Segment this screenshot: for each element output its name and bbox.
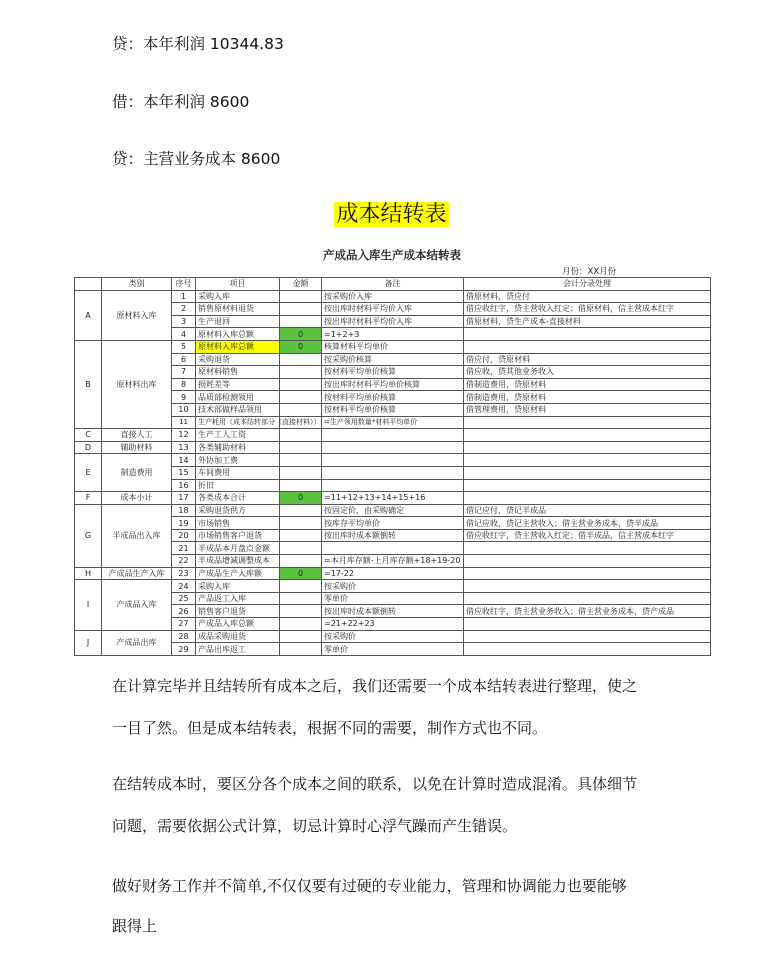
row-note: 核算材料平均单价 — [322, 340, 464, 353]
row-note: 按库存平均单价 — [322, 517, 464, 530]
row-item: 各类成本合计 — [196, 492, 280, 505]
row-amount — [280, 592, 322, 605]
row-seq: 25 — [172, 592, 196, 605]
row-amount — [280, 441, 322, 454]
row-amount — [280, 391, 322, 404]
row-item: 销售客户退货 — [196, 605, 280, 618]
row-note — [322, 542, 464, 555]
table-row — [75, 290, 711, 303]
paragraph-line-4: 问题，需要依据公式计算，切忌计算时心浮气躁而产生错误。 — [112, 817, 518, 835]
row-category: 成本小计 — [102, 492, 172, 505]
entry-line-1: 贷：本年利润 10344.83 — [112, 35, 284, 53]
row-note — [322, 429, 464, 442]
row-note: 按采购价 — [322, 580, 464, 593]
row-amount: 0 — [280, 567, 322, 580]
row-item: 品质部检测领用 — [196, 391, 280, 404]
row-seq: 1 — [172, 290, 196, 303]
row-entry: 借应付，贷原材料 — [464, 353, 711, 366]
row-entry — [464, 630, 711, 643]
row-note: 按出库时成本额倒转 — [322, 605, 464, 618]
row-item: 采购退货供方 — [196, 504, 280, 517]
row-amount — [280, 529, 322, 542]
row-amount — [280, 378, 322, 391]
header-code — [75, 278, 102, 291]
row-entry: 借记应付，贷记半成品 — [464, 504, 711, 517]
row-entry — [464, 454, 711, 467]
row-note: =1+2+3 — [322, 328, 464, 341]
row-item: 采购入库 — [196, 290, 280, 303]
row-amount — [280, 542, 322, 555]
row-entry: 借原材料，贷应付 — [464, 290, 711, 303]
row-item: 半成品增减调整成本 — [196, 555, 280, 568]
row-entry: 借记应收，贷记主营收入；借主营业务成本，贷半成品 — [464, 517, 711, 530]
row-entry — [464, 340, 711, 353]
row-item: 原材料销售 — [196, 366, 280, 379]
section-heading-text: 成本结转表 — [336, 202, 447, 227]
row-note: 按采购价核算 — [322, 353, 464, 366]
row-entry — [464, 555, 711, 568]
row-amount — [280, 454, 322, 467]
row-seq: 19 — [172, 517, 196, 530]
row-note: 按材料平均单价核算 — [322, 391, 464, 404]
row-seq: 10 — [172, 403, 196, 416]
row-item: 产品返工入库 — [196, 592, 280, 605]
row-seq: 15 — [172, 466, 196, 479]
table-row — [75, 492, 711, 505]
row-item: 市场销售客户退货 — [196, 529, 280, 542]
row-amount — [280, 555, 322, 568]
row-seq: 22 — [172, 555, 196, 568]
row-seq: 7 — [172, 366, 196, 379]
row-note — [322, 441, 464, 454]
paragraph-line-5: 做好财务工作并不简单,不仅仅要有过硬的专业能力，管理和协调能力也要能够 — [112, 877, 627, 895]
row-entry — [464, 618, 711, 631]
row-entry — [464, 567, 711, 580]
header-item: 项目 — [196, 278, 280, 291]
row-item: 各类辅助材料 — [196, 441, 280, 454]
row-note: 按出库时材料平均价入库 — [322, 303, 464, 316]
header-category: 类别 — [102, 278, 172, 291]
table-row — [75, 429, 711, 442]
row-note — [322, 479, 464, 492]
row-entry: 借原材料，贷生产成本-直接材料 — [464, 315, 711, 328]
row-seq: 17 — [172, 492, 196, 505]
row-amount — [280, 517, 322, 530]
row-note — [322, 466, 464, 479]
row-category: 直接人工 — [102, 429, 172, 442]
row-note: 零单价 — [322, 592, 464, 605]
row-note: 按材料平均单价核算 — [322, 403, 464, 416]
row-note: =17-22 — [322, 567, 464, 580]
row-entry — [464, 466, 711, 479]
row-entry — [464, 429, 711, 442]
row-code: F — [75, 492, 102, 505]
row-note: =11+12+13+14+15+16 — [322, 492, 464, 505]
row-item: 市场销售 — [196, 517, 280, 530]
row-amount — [280, 580, 322, 593]
table-month: 月份：XX月份 — [562, 267, 617, 277]
table-row — [75, 567, 711, 580]
row-amount — [280, 605, 322, 618]
row-code: E — [75, 454, 102, 492]
row-amount — [280, 303, 322, 316]
row-note: =21+22+23 — [322, 618, 464, 631]
row-code: H — [75, 567, 102, 580]
row-amount — [280, 630, 322, 643]
row-seq: 24 — [172, 580, 196, 593]
row-item: 折旧 — [196, 479, 280, 492]
section-heading — [0, 197, 783, 228]
row-seq: 13 — [172, 441, 196, 454]
row-code: A — [75, 290, 102, 340]
row-item: 半成品本月盘点金额 — [196, 542, 280, 555]
entry-line-3: 贷：主营业务成本 8600 — [112, 150, 281, 168]
row-entry: 借应收红字，贷主营收入红定；借半成品，信主营成本红字 — [464, 529, 711, 542]
row-item: 原材料入库总额 — [196, 328, 280, 341]
row-code: D — [75, 441, 102, 454]
row-code: B — [75, 340, 102, 428]
row-note: =生产领用数量*材料平均单价 — [322, 416, 464, 429]
row-item: 生产退回 — [196, 315, 280, 328]
row-amount: 0 — [280, 492, 322, 505]
row-item: 车间费用 — [196, 466, 280, 479]
row-entry — [464, 580, 711, 593]
row-item: 生产工人工资 — [196, 429, 280, 442]
row-seq: 27 — [172, 618, 196, 631]
row-seq: 6 — [172, 353, 196, 366]
row-entry: 借管理费用，贷原材料 — [464, 403, 711, 416]
row-note — [322, 454, 464, 467]
paragraph-line-6: 跟得上 — [112, 917, 158, 935]
row-category: 产成品入库 — [102, 580, 172, 630]
row-seq: 2 — [172, 303, 196, 316]
row-seq: 29 — [172, 643, 196, 656]
row-amount — [280, 315, 322, 328]
cost-transfer-table-image — [74, 242, 710, 662]
row-code: G — [75, 504, 102, 567]
row-seq: 14 — [172, 454, 196, 467]
row-entry: 借应收红字，贷主营收入红定；借原材料，信主营成本红字 — [464, 303, 711, 316]
paragraph-line-2: 一目了然。但是成本结转表，根据不同的需要，制作方式也不同。 — [112, 719, 548, 737]
row-entry — [464, 441, 711, 454]
row-amount: 0 — [280, 340, 322, 353]
row-seq: 5 — [172, 340, 196, 353]
row-item: 原材料入库总额 — [196, 340, 280, 353]
row-note: =本月库存额-上月库存额+18+19-20 — [322, 555, 464, 568]
row-seq: 20 — [172, 529, 196, 542]
row-entry — [464, 592, 711, 605]
row-item: 成品采购退货 — [196, 630, 280, 643]
row-entry — [464, 479, 711, 492]
row-note: 按材料平均单价核算 — [322, 366, 464, 379]
entry-line-2: 借：本年利润 8600 — [112, 93, 250, 111]
row-item: 外协加工费 — [196, 454, 280, 467]
row-entry: 借应收红字，贷主营业务收入；借主营业务成本，贷产成品 — [464, 605, 711, 618]
row-category: 产成品生产入库 — [102, 567, 172, 580]
row-amount — [280, 643, 322, 656]
row-note: 零单价 — [322, 643, 464, 656]
header-seq: 序号 — [172, 278, 196, 291]
row-amount: 0 — [280, 328, 322, 341]
row-note: 按出库时材料平均价入库 — [322, 315, 464, 328]
row-note: 按出库时成本额倒转 — [322, 529, 464, 542]
row-note: 按采购价入库 — [322, 290, 464, 303]
row-amount — [280, 504, 322, 517]
row-amount — [280, 479, 322, 492]
row-item: 采购入库 — [196, 580, 280, 593]
header-entry: 会计分录处理 — [464, 278, 711, 291]
row-category: 辅助材料 — [102, 441, 172, 454]
paragraph-line-3: 在结转成本时，要区分各个成本之间的联系，以免在计算时造成混淆。具体细节 — [112, 775, 638, 793]
row-category: 原材料入库 — [102, 290, 172, 340]
row-note: 按出库时材料平均单价核算 — [322, 378, 464, 391]
row-entry: 借制造费用，贷原材料 — [464, 391, 711, 404]
row-entry — [464, 643, 711, 656]
row-entry: 借应收，贷其他业务收入 — [464, 366, 711, 379]
cost-transfer-table — [74, 277, 711, 656]
row-seq: 28 — [172, 630, 196, 643]
row-category: 产成品出库 — [102, 630, 172, 655]
row-seq: 21 — [172, 542, 196, 555]
table-row — [75, 441, 711, 454]
row-amount — [280, 618, 322, 631]
row-amount — [280, 290, 322, 303]
table-header-row — [75, 278, 711, 291]
table-title: 产成品入库生产成本结转表 — [323, 248, 461, 262]
header-note: 备注 — [322, 278, 464, 291]
row-item: 采购退货 — [196, 353, 280, 366]
row-seq: 16 — [172, 479, 196, 492]
row-code: I — [75, 580, 102, 630]
row-item: 产成品生产入库额 — [196, 567, 280, 580]
row-seq: 18 — [172, 504, 196, 517]
row-seq: 12 — [172, 429, 196, 442]
row-category: 原材料出库 — [102, 340, 172, 428]
row-item: 产成品入库总额 — [196, 618, 280, 631]
row-seq: 23 — [172, 567, 196, 580]
row-seq: 11 — [172, 416, 196, 429]
row-note: 按采购价 — [322, 630, 464, 643]
row-item: 技术部做样品领用 — [196, 403, 280, 416]
row-seq: 3 — [172, 315, 196, 328]
row-category: 制造费用 — [102, 454, 172, 492]
paragraph-line-1: 在计算完毕并且结转所有成本之后，我们还需要一个成本结转表进行整理，使之 — [112, 677, 638, 695]
row-amount — [280, 403, 322, 416]
row-entry — [464, 416, 711, 429]
row-code: C — [75, 429, 102, 442]
row-entry — [464, 328, 711, 341]
row-item: 生产耗用（成本结转部分（直接材料）） — [196, 416, 280, 429]
row-note: 按固定价，由采购确定 — [322, 504, 464, 517]
header-amount: 金额 — [280, 278, 322, 291]
row-entry: 借制造费用，贷原材料 — [464, 378, 711, 391]
table-row — [75, 630, 711, 643]
row-entry — [464, 542, 711, 555]
row-amount — [280, 366, 322, 379]
row-seq: 26 — [172, 605, 196, 618]
row-entry — [464, 492, 711, 505]
row-seq: 9 — [172, 391, 196, 404]
row-seq: 4 — [172, 328, 196, 341]
table-row — [75, 580, 711, 593]
row-item: 销售原材料退货 — [196, 303, 280, 316]
row-amount — [280, 353, 322, 366]
row-amount — [280, 466, 322, 479]
row-category: 半成品出入库 — [102, 504, 172, 567]
row-item: 产品出库返工 — [196, 643, 280, 656]
row-code: J — [75, 630, 102, 655]
row-amount — [280, 429, 322, 442]
table-row — [75, 340, 711, 353]
row-seq: 8 — [172, 378, 196, 391]
row-item: 损耗差等 — [196, 378, 280, 391]
table-row — [75, 504, 711, 517]
table-row — [75, 454, 711, 467]
